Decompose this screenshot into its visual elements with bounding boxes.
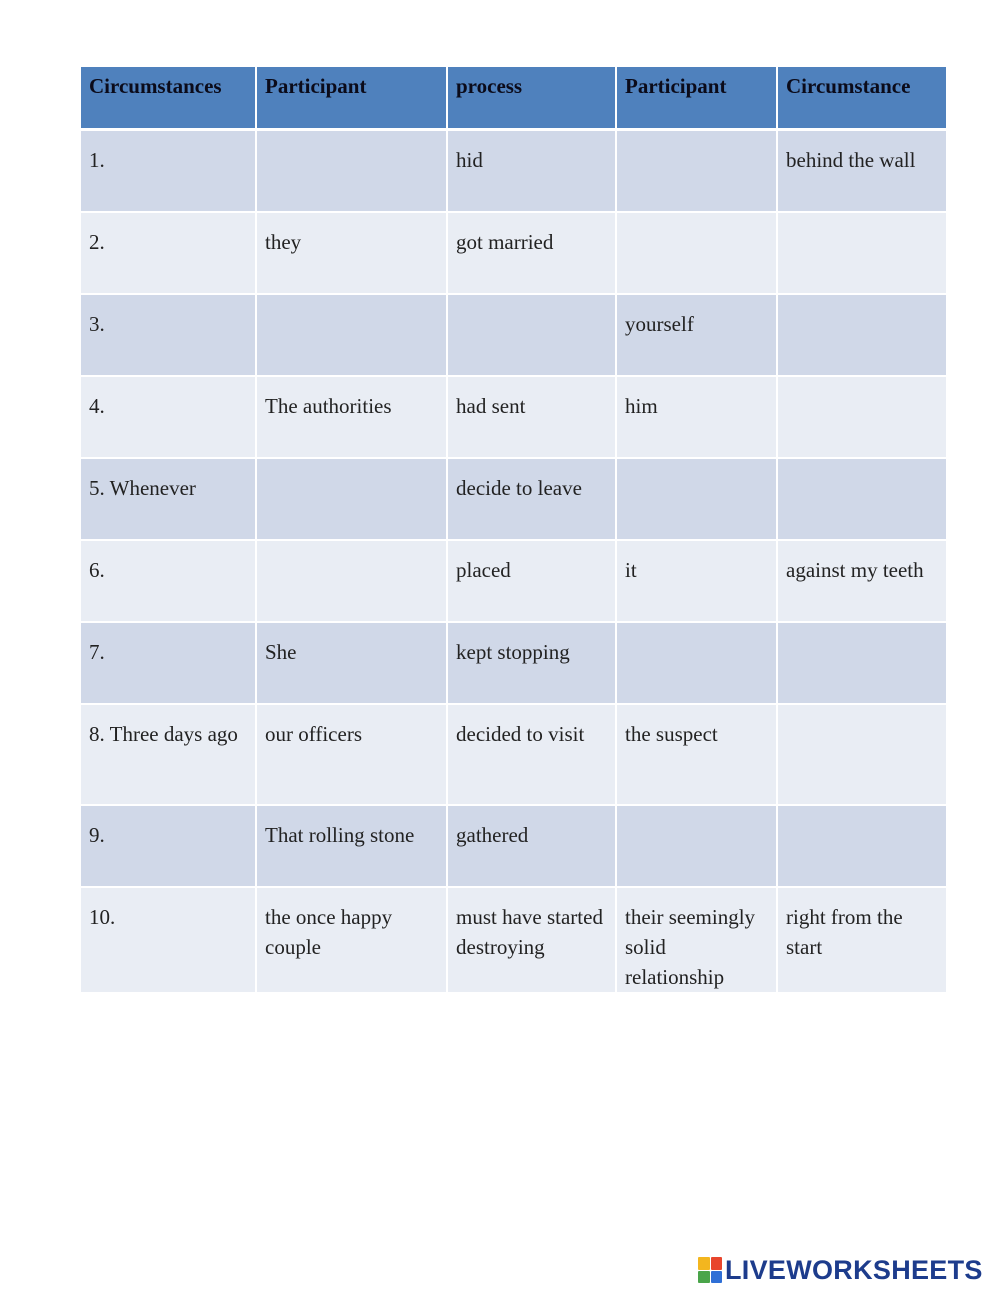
cell-circumstance[interactable] <box>778 806 946 888</box>
cell-circumstance[interactable] <box>778 295 946 377</box>
cell-participant-2: the suspect <box>617 705 778 806</box>
table-row <box>81 213 946 295</box>
logo-block-green <box>698 1271 710 1284</box>
header-circumstances: Circumstances <box>81 67 257 131</box>
table-row <box>81 377 946 459</box>
cell-process: hid <box>448 131 617 213</box>
table-row <box>81 705 946 806</box>
cell-participant: She <box>257 623 448 705</box>
cell-circumstance[interactable] <box>778 705 946 806</box>
table-row <box>81 295 946 377</box>
cell-participant[interactable] <box>257 131 448 213</box>
cell-circumstances: 1. <box>81 131 257 213</box>
cell-circumstance: behind the wall <box>778 131 946 213</box>
cell-process: must have started destroying <box>448 888 617 992</box>
liveworksheets-logo-icon <box>698 1257 722 1283</box>
cell-participant: the once happy couple <box>257 888 448 992</box>
cell-participant: they <box>257 213 448 295</box>
cell-participant-2[interactable] <box>617 806 778 888</box>
cell-participant-2: it <box>617 541 778 623</box>
cell-participant[interactable] <box>257 459 448 541</box>
header-circumstance: Circumstance <box>778 67 946 131</box>
brand-name: LIVEWORKSHEETS <box>725 1254 983 1285</box>
header-participant: Participant <box>257 67 448 131</box>
cell-process: placed <box>448 541 617 623</box>
cell-process: decide to leave <box>448 459 617 541</box>
cell-circumstances: 5. Whenever <box>81 459 257 541</box>
cell-circumstance[interactable] <box>778 459 946 541</box>
clause-analysis-table <box>81 67 946 992</box>
cell-circumstance[interactable] <box>778 213 946 295</box>
cell-circumstance: right from the start <box>778 888 946 992</box>
liveworksheets-brand <box>698 1254 983 1286</box>
cell-participant[interactable] <box>257 541 448 623</box>
cell-process[interactable] <box>448 295 617 377</box>
cell-circumstance[interactable] <box>778 377 946 459</box>
table-row <box>81 459 946 541</box>
cell-participant-2: their seemingly solid relationship <box>617 888 778 992</box>
logo-block-yellow <box>698 1257 710 1270</box>
logo-block-blue <box>711 1271 723 1284</box>
cell-participant-2: him <box>617 377 778 459</box>
cell-circumstances: 2. <box>81 213 257 295</box>
table-row <box>81 541 946 623</box>
table-row <box>81 131 946 213</box>
cell-circumstance[interactable] <box>778 623 946 705</box>
cell-circumstances: 7. <box>81 623 257 705</box>
cell-participant-2[interactable] <box>617 213 778 295</box>
cell-process: decided to visit <box>448 705 617 806</box>
cell-participant-2: yourself <box>617 295 778 377</box>
cell-circumstances: 10. <box>81 888 257 992</box>
cell-participant[interactable] <box>257 295 448 377</box>
cell-participant-2[interactable] <box>617 459 778 541</box>
table-header-row <box>81 67 946 131</box>
cell-circumstances: 8. Three days ago <box>81 705 257 806</box>
table-row <box>81 623 946 705</box>
cell-participant-2[interactable] <box>617 623 778 705</box>
cell-process: had sent <box>448 377 617 459</box>
cell-participant-2[interactable] <box>617 131 778 213</box>
table-row <box>81 888 946 992</box>
cell-process: got married <box>448 213 617 295</box>
cell-participant: That rolling stone <box>257 806 448 888</box>
table-row <box>81 806 946 888</box>
cell-circumstances: 3. <box>81 295 257 377</box>
cell-process: gathered <box>448 806 617 888</box>
cell-circumstances: 4. <box>81 377 257 459</box>
cell-participant: The authorities <box>257 377 448 459</box>
header-participant-2: Participant <box>617 67 778 131</box>
header-process: process <box>448 67 617 131</box>
cell-circumstances: 6. <box>81 541 257 623</box>
cell-process: kept stopping <box>448 623 617 705</box>
cell-circumstances: 9. <box>81 806 257 888</box>
logo-block-red <box>711 1257 723 1270</box>
cell-participant: our officers <box>257 705 448 806</box>
cell-circumstance: against my teeth <box>778 541 946 623</box>
